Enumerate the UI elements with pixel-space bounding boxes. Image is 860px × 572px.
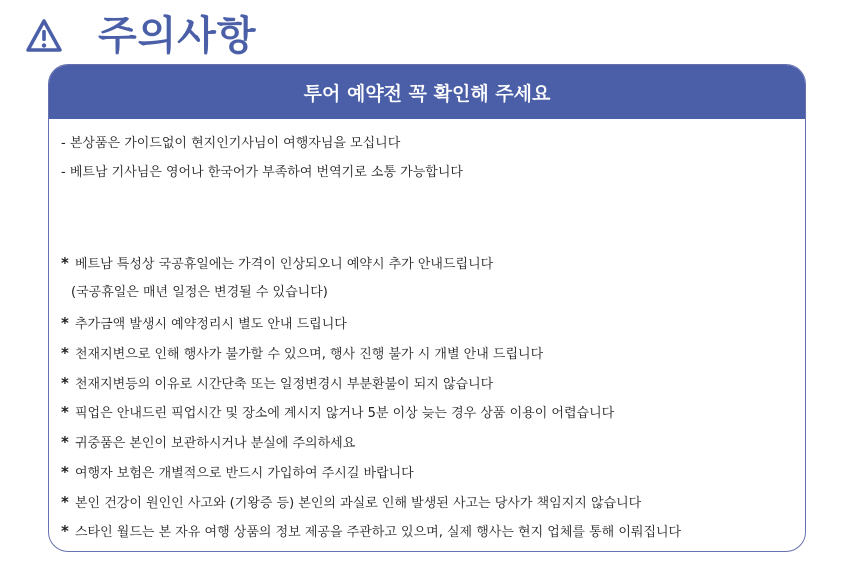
list-item: [61, 493, 641, 513]
warning-icon: [24, 16, 64, 56]
list-item-text: 추가금액 발생시 예약정리시 별도 안내 드립니다: [75, 317, 347, 332]
card-header: 투어 예약전 꼭 확인해 주세요: [49, 65, 805, 119]
asterisk-marker: *: [61, 493, 69, 511]
asterisk-marker: *: [61, 463, 69, 481]
list-item: [61, 344, 543, 364]
list-item: [71, 284, 328, 302]
list-item-text: 귀중품은 본인이 보관하시거나 분실에 주의하세요: [75, 436, 356, 451]
list-item: [61, 374, 493, 394]
asterisk-marker: *: [61, 254, 69, 272]
list-item: [61, 522, 681, 542]
asterisk-marker: *: [61, 344, 69, 362]
list-item: [61, 314, 347, 334]
list-item-text: 픽업은 안내드린 픽업시간 및 장소에 계시지 않거나 5분 이상 늦는 경우 상품 이용이 어렵습니다: [75, 406, 615, 421]
asterisk-marker: *: [61, 433, 69, 451]
asterisk-marker: *: [61, 522, 69, 540]
page-title: 주의사항: [98, 13, 257, 59]
list-item: [61, 254, 493, 274]
list-item-text: 여행자 보험은 개별적으로 반드시 가입하여 주시길 바랍니다: [75, 466, 414, 481]
list-item-text: (국공휴일은 매년 일정은 변경될 수 있습니다): [71, 285, 328, 300]
list-item-text: 천재지변으로 인해 행사가 불가할 수 있으며, 행사 진행 불가 시 개별 안내 드립니다: [75, 347, 544, 362]
list-item-text: 천재지변등의 이유로 시간단축 또는 일정변경시 부분환불이 되지 않습니다: [75, 377, 494, 392]
list-item: [61, 433, 355, 453]
notice-card: [48, 64, 806, 552]
note-line: - 베트남 기사님은 영어나 한국어가 부족하여 번역기로 소통 가능합니다: [61, 165, 463, 180]
notice-title-row: [24, 10, 257, 62]
list-item-text: 본인 건강이 원인인 사고와 (기왕증 등) 본인의 과실로 인해 발생된 사고는 당사가 책임지지 않습니다: [75, 496, 642, 511]
asterisk-marker: *: [61, 374, 69, 392]
list-item: [61, 463, 414, 483]
note-line: - 본상품은 가이드없이 현지인기사님이 여행자님을 모십니다: [61, 136, 401, 151]
list-item: [61, 403, 614, 423]
asterisk-marker: *: [61, 403, 69, 421]
asterisk-marker: *: [61, 314, 69, 332]
list-item-text: 스타인 월드는 본 자유 여행 상품의 정보 제공을 주관하고 있으며, 실제 행사는 현지 업체를 통해 이뤄집니다: [75, 525, 682, 540]
list-item-text: 베트남 특성상 국공휴일에는 가격이 인상되오니 예약시 추가 안내드립니다: [75, 257, 494, 272]
